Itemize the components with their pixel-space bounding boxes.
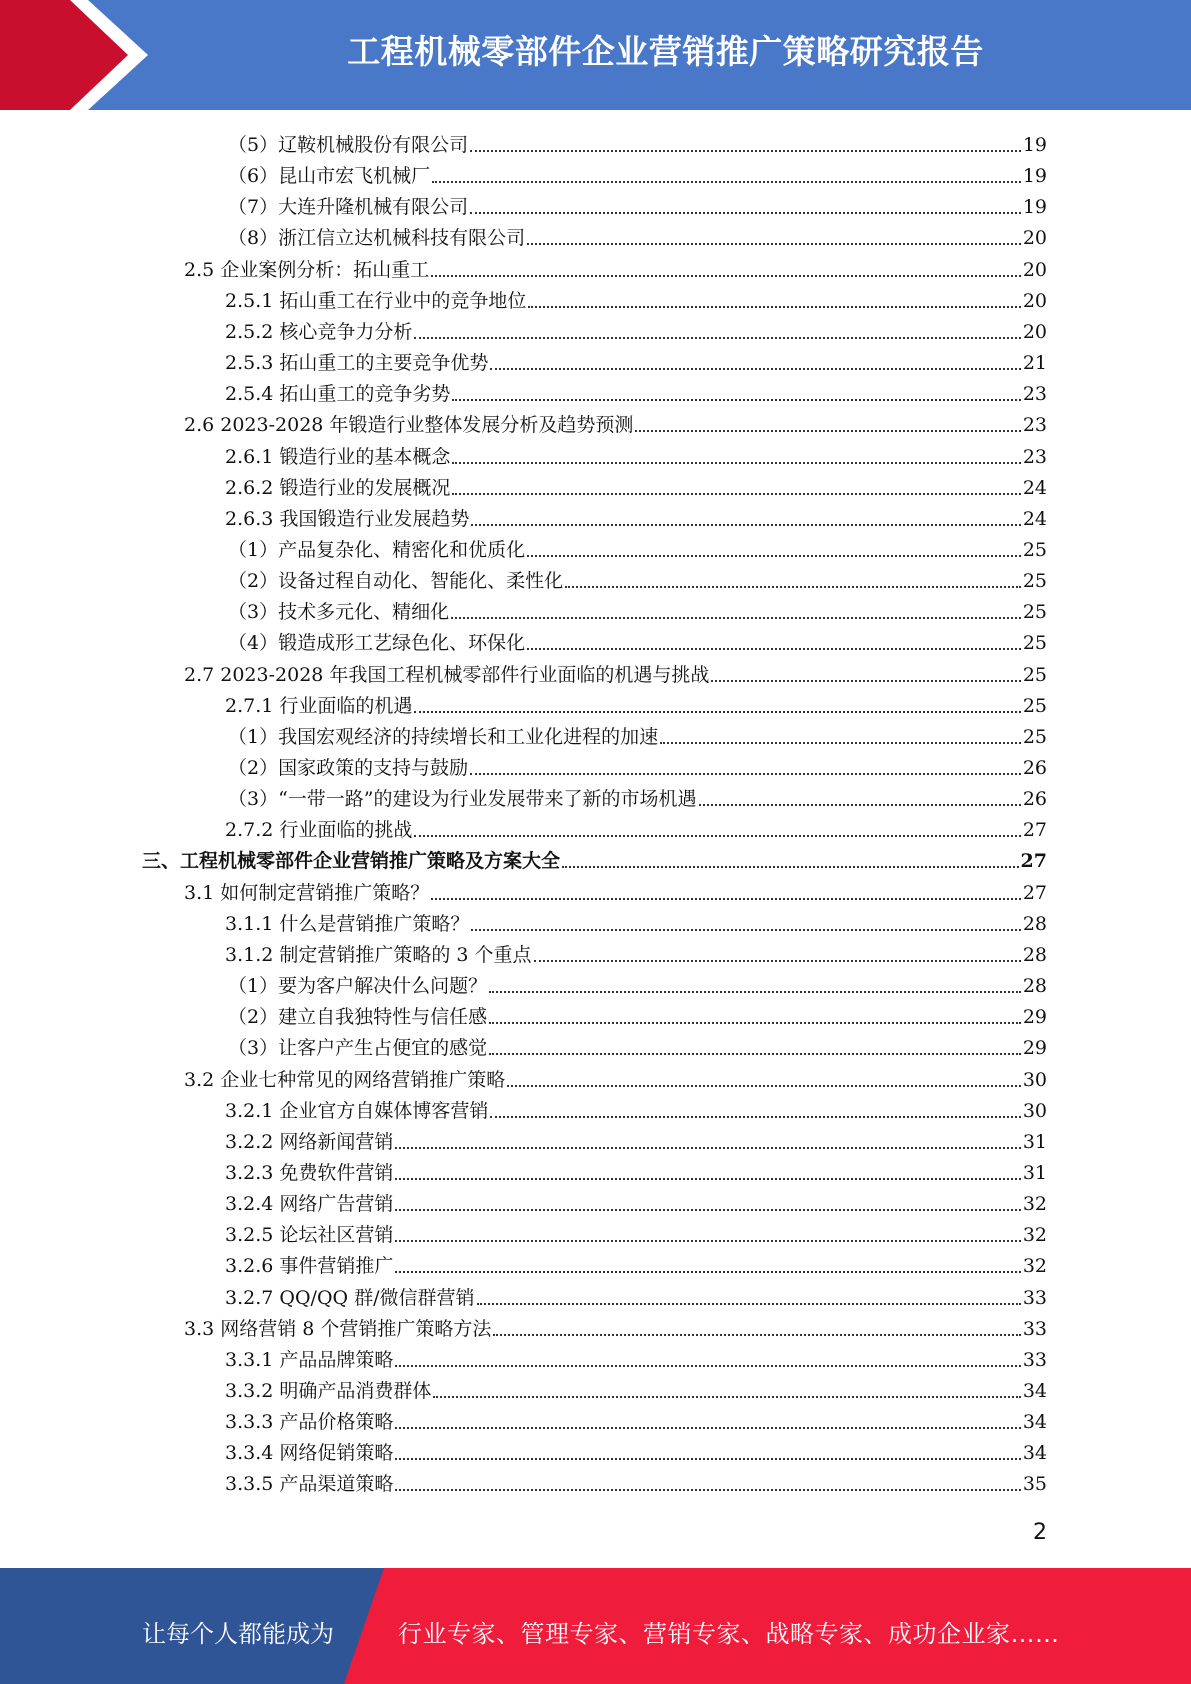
toc-entry-title: （2）设备过程自动化、智能化、柔性化 — [228, 570, 564, 593]
toc-entry-title: （3）让客户产生占便宜的感觉 — [228, 1037, 488, 1060]
toc-dot-leader — [395, 1489, 1020, 1491]
toc-entry[interactable] — [225, 937, 1047, 968]
toc-dot-leader — [527, 648, 1021, 650]
toc-entry-page: 19 — [1022, 196, 1047, 219]
toc-entry-page: 21 — [1022, 352, 1047, 375]
toc-entry[interactable] — [228, 158, 1047, 189]
toc-dot-leader — [395, 1178, 1020, 1180]
toc-entry[interactable] — [225, 345, 1047, 376]
toc-entry-title: 3.2.2 网络新闻营销 — [225, 1130, 394, 1153]
toc-dot-leader — [699, 804, 1021, 806]
toc-dot-leader — [527, 555, 1021, 557]
toc-entry-page: 23 — [1022, 383, 1047, 406]
toc-dot-leader — [452, 462, 1020, 464]
toc-dot-leader — [534, 960, 1021, 962]
toc-entry[interactable] — [228, 625, 1047, 656]
toc-entry[interactable] — [225, 1466, 1047, 1497]
toc-dot-leader — [660, 742, 1021, 744]
toc-dot-leader — [451, 617, 1021, 619]
toc-dot-leader — [711, 680, 1020, 682]
toc-entry-page: 33 — [1022, 1317, 1047, 1340]
toc-dot-leader — [471, 929, 1020, 931]
toc-entry-page: 34 — [1022, 1411, 1047, 1434]
toc-dot-leader — [432, 181, 1021, 183]
toc-entry-title: 3.3.2 明确产品消费群体 — [225, 1380, 432, 1402]
toc-entry-page: 27 — [1022, 881, 1047, 904]
toc-dot-leader — [565, 586, 1021, 588]
toc-entry[interactable] — [184, 1062, 1047, 1093]
toc-entry-title: 2.5 企业案例分析：拓山重工 — [184, 258, 430, 281]
toc-entry-title: 3.3.5 产品渠道策略 — [225, 1473, 394, 1496]
toc-dot-leader — [489, 991, 1021, 993]
toc-entry-page: 25 — [1022, 663, 1047, 686]
toc-dot-leader — [489, 1022, 1021, 1024]
toc-entry-title: 3.2.6 事件营销推广 — [225, 1255, 394, 1278]
toc-entry-page: 20 — [1022, 227, 1047, 250]
toc-entry-title: 3.2.7 QQ/QQ 群/微信群营销 — [225, 1286, 475, 1309]
toc-entry[interactable] — [225, 439, 1047, 470]
toc-entry-title: （8）浙江信立达机械科技有限公司 — [228, 227, 526, 250]
toc-entry-page: 30 — [1022, 1099, 1047, 1122]
toc-entry-title: 3.2 企业七种常见的网络营销推广策略 — [184, 1068, 506, 1091]
toc-entry-title: 3.1.1 什么是营销推广策略？ — [225, 912, 470, 935]
toc-entry-title: 3.2.3 免费软件营销 — [225, 1161, 394, 1184]
toc-entry[interactable] — [225, 283, 1047, 314]
toc-dot-leader — [433, 1396, 1020, 1398]
toc-entry-page: 25 — [1022, 725, 1047, 748]
footer-slogan-left: 让每个人都能成为 — [142, 1620, 334, 1648]
toc-dot-leader — [489, 1053, 1021, 1055]
toc-entry-page: 19 — [1022, 134, 1047, 156]
toc-dot-leader — [452, 493, 1020, 495]
toc-entry-page: 23 — [1022, 445, 1047, 468]
toc-entry[interactable] — [225, 501, 1047, 532]
toc-entry[interactable] — [225, 1435, 1047, 1466]
toc-dot-leader — [528, 306, 1020, 308]
toc-entry-page: 25 — [1022, 694, 1047, 717]
toc-entry[interactable] — [225, 1217, 1047, 1248]
toc-entry-page: 31 — [1022, 1161, 1047, 1184]
toc-entry[interactable] — [225, 812, 1047, 843]
toc-entry[interactable] — [225, 1093, 1047, 1124]
toc-entry-page: 30 — [1022, 1068, 1047, 1091]
toc-entry[interactable] — [225, 470, 1047, 501]
toc-dot-leader — [395, 1240, 1020, 1242]
toc-entry-page: 29 — [1022, 1006, 1047, 1029]
toc-entry[interactable] — [225, 1342, 1047, 1373]
toc-entry-title: 2.6.1 锻造行业的基本概念 — [225, 445, 451, 468]
toc-entry[interactable] — [228, 968, 1047, 999]
toc-entry[interactable] — [228, 127, 1047, 158]
toc-dot-leader — [635, 430, 1020, 432]
toc-entry-title: 3.1 如何制定营销推广策略？ — [184, 881, 430, 904]
toc-entry-title: 2.6.3 我国锻造行业发展趋势 — [225, 507, 470, 530]
toc-dot-leader — [395, 1365, 1020, 1367]
toc-entry-page: 34 — [1022, 1442, 1047, 1465]
toc-dot-leader — [395, 1427, 1020, 1429]
toc-entry-page: 32 — [1022, 1255, 1047, 1278]
toc-entry-title: 2.5.3 拓山重工的主要竞争优势 — [225, 352, 489, 375]
toc-entry[interactable] — [225, 314, 1047, 345]
chevron-arrow-icon — [0, 0, 160, 110]
toc-dot-leader — [414, 711, 1020, 713]
toc-entry-title: 2.6 2023-2028 年锻造行业整体发展分析及趋势预测 — [184, 414, 634, 437]
toc-dot-leader — [493, 1334, 1020, 1336]
page-header — [0, 0, 1191, 110]
toc-entry-title: （2）国家政策的支持与鼓励 — [228, 757, 469, 779]
toc-entry-page: 28 — [1022, 943, 1047, 966]
toc-entry[interactable] — [184, 252, 1047, 283]
toc-entry-page: 24 — [1022, 507, 1047, 530]
toc-entry-title: 3.3.1 产品品牌策略 — [225, 1348, 394, 1371]
toc-entry-page: 25 — [1022, 538, 1047, 561]
toc-entry[interactable] — [225, 688, 1047, 719]
toc-entry-title: 2.7 2023-2028 年我国工程机械零部件行业面临的机遇与挑战 — [184, 663, 710, 686]
toc-entry-title: （2）建立自我独特性与信任感 — [228, 1006, 488, 1029]
toc-entry[interactable] — [228, 189, 1047, 220]
toc-entry-title: 2.7.2 行业面临的挑战 — [225, 819, 413, 842]
toc-entry[interactable] — [228, 220, 1047, 251]
toc-dot-leader — [395, 1458, 1020, 1460]
page-number: 2 — [1033, 1520, 1047, 1545]
toc-entry-page: 35 — [1022, 1473, 1047, 1496]
toc-entry[interactable] — [228, 594, 1047, 625]
toc-entry-page: 33 — [1022, 1348, 1047, 1371]
toc-entry[interactable] — [225, 906, 1047, 937]
toc-dot-leader — [414, 835, 1020, 837]
toc-dot-leader — [395, 1271, 1020, 1273]
page-footer — [0, 1568, 1191, 1684]
toc-entry-page: 26 — [1022, 757, 1047, 779]
toc-entry-page: 34 — [1022, 1380, 1047, 1402]
report-title: 工程机械零部件企业营销推广策略研究报告 — [347, 32, 984, 71]
toc-dot-leader — [490, 368, 1020, 370]
toc-entry-title: （3）“一带一路”的建设为行业发展带来了新的市场机遇 — [228, 788, 697, 811]
toc-entry-page: 33 — [1022, 1286, 1047, 1309]
toc-dot-leader — [527, 243, 1021, 245]
toc-entry-page: 19 — [1022, 165, 1047, 188]
toc-entry-title: 2.5.1 拓山重工在行业中的竞争地位 — [225, 289, 527, 312]
toc-entry-title: （6）昆山市宏飞机械厂 — [228, 165, 431, 188]
toc-entry-page: 23 — [1022, 414, 1047, 437]
toc-dot-leader — [470, 773, 1021, 775]
toc-entry-page: 20 — [1022, 320, 1047, 343]
toc-dot-leader — [562, 866, 1019, 868]
toc-entry-page: 20 — [1022, 258, 1047, 281]
toc-entry-title: （5）辽鞍机械股份有限公司 — [228, 134, 469, 156]
toc-entry[interactable] — [228, 781, 1047, 812]
toc-entry-title: （7）大连升隆机械有限公司 — [228, 196, 469, 219]
toc-entry[interactable] — [225, 1404, 1047, 1435]
toc-entry-page: 25 — [1022, 632, 1047, 655]
toc-entry[interactable] — [228, 719, 1047, 750]
toc-entry-title: 3.2.1 企业官方自媒体博客营销 — [225, 1099, 489, 1122]
toc-entry[interactable] — [184, 407, 1047, 438]
toc-entry[interactable] — [228, 999, 1047, 1030]
toc-entry[interactable] — [228, 563, 1047, 594]
toc-entry-page: 24 — [1022, 476, 1047, 499]
toc-dot-leader — [431, 898, 1021, 900]
toc-dot-leader — [395, 1147, 1020, 1149]
toc-entry[interactable] — [225, 1124, 1047, 1155]
toc-entry[interactable] — [184, 657, 1047, 688]
toc-entry[interactable] — [228, 532, 1047, 563]
toc-entry-title: 3.2.4 网络广告营销 — [225, 1193, 394, 1216]
toc-entry-page: 27 — [1020, 850, 1047, 873]
toc-entry-title: 3.3.3 产品价格策略 — [225, 1411, 394, 1434]
toc-entry[interactable] — [142, 843, 1047, 874]
toc-entry-title: 3.2.5 论坛社区营销 — [225, 1224, 394, 1247]
toc-entry[interactable] — [184, 875, 1047, 906]
toc-entry-page: 26 — [1022, 788, 1047, 811]
toc-dot-leader — [452, 399, 1020, 401]
toc-entry-title: 三、工程机械零部件企业营销推广策略及方案大全 — [142, 850, 561, 873]
toc-entry-page: 20 — [1022, 289, 1047, 312]
toc-entry[interactable] — [225, 1248, 1047, 1279]
toc-dot-leader — [395, 1209, 1020, 1211]
toc-entry-title: （4）锻造成形工艺绿色化、环保化 — [228, 632, 526, 655]
toc-entry[interactable] — [225, 1280, 1047, 1311]
toc-entry-page: 28 — [1022, 975, 1047, 998]
toc-entry[interactable] — [228, 1030, 1047, 1061]
toc-entry[interactable] — [225, 1186, 1047, 1217]
toc-entry-title: 2.5.4 拓山重工的竞争劣势 — [225, 383, 451, 406]
toc-dot-leader — [414, 337, 1020, 339]
toc-entry[interactable] — [228, 750, 1047, 781]
toc-entry-page: 32 — [1022, 1224, 1047, 1247]
toc-entry-title: 2.5.2 核心竞争力分析 — [225, 320, 413, 343]
toc-entry-title: 2.7.1 行业面临的机遇 — [225, 694, 413, 717]
toc-entry-title: （1）产品复杂化、精密化和优质化 — [228, 538, 526, 561]
toc-entry-title: 3.1.2 制定营销推广策略的 3 个重点 — [225, 943, 532, 966]
toc-entry-title: 2.6.2 锻造行业的发展概况 — [225, 476, 451, 499]
toc-entry-page: 31 — [1022, 1130, 1047, 1153]
toc-entry[interactable] — [184, 1311, 1047, 1342]
toc-entry-title: （1）要为客户解决什么问题？ — [228, 975, 488, 998]
toc-entry-page: 32 — [1022, 1193, 1047, 1216]
toc-entry-page: 27 — [1022, 819, 1047, 842]
toc-entry-title: 3.3.4 网络促销策略 — [225, 1442, 394, 1465]
toc-dot-leader — [470, 150, 1021, 152]
toc-dot-leader — [471, 524, 1020, 526]
toc-entry[interactable] — [225, 1155, 1047, 1186]
toc-dot-leader — [507, 1085, 1021, 1087]
toc-entry[interactable] — [225, 376, 1047, 407]
toc-entry[interactable] — [225, 1373, 1047, 1404]
toc-entry-page: 29 — [1022, 1037, 1047, 1060]
toc-dot-leader — [431, 275, 1021, 277]
toc-dot-leader — [490, 1116, 1020, 1118]
toc-entry-page: 28 — [1022, 912, 1047, 935]
toc-dot-leader — [470, 212, 1021, 214]
toc-entry-title: （1）我国宏观经济的持续增长和工业化进程的加速 — [228, 725, 659, 748]
toc-entry-title: （3）技术多元化、精细化 — [228, 601, 450, 624]
toc-dot-leader — [477, 1303, 1021, 1305]
toc-entry-page: 25 — [1022, 570, 1047, 593]
toc-entry-title: 3.3 网络营销 8 个营销推广策略方法 — [184, 1317, 492, 1340]
footer-slogan-right: 行业专家、管理专家、营销专家、战略专家、成功企业家…… — [398, 1620, 1060, 1648]
toc-entry-page: 25 — [1022, 601, 1047, 624]
